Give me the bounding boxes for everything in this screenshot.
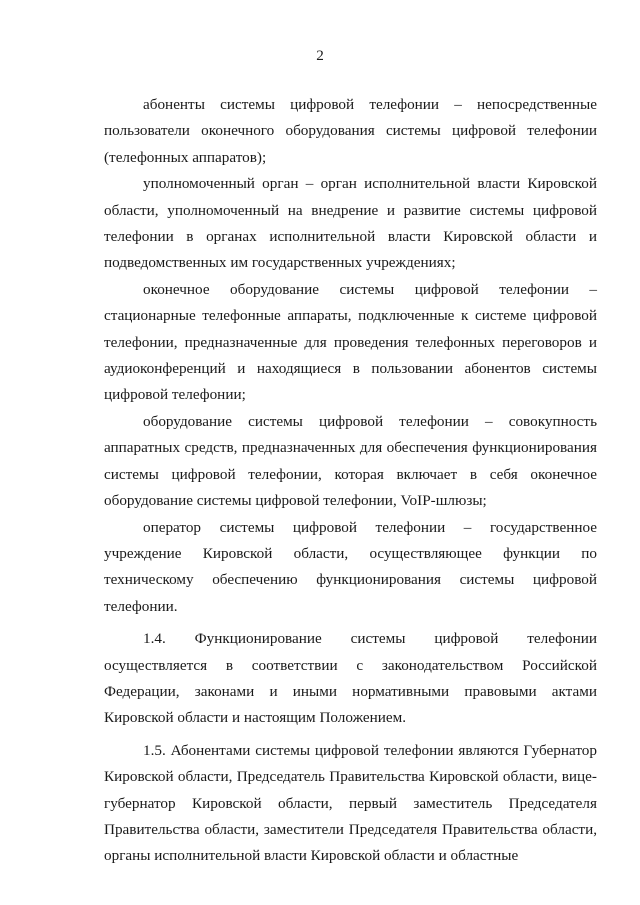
clause-1-4: 1.4. Функционирование системы цифровой телефонии осуществляется в соответствии с законодательством Российской Федерации, законами и иными нормативными правовыми актами Кировской области и настоящим Положением. [104,630,597,727]
document-body [104,92,597,870]
definition-system-equipment: оборудование системы цифровой телефонии – совокупность аппаратных средств, предназначенных для обеспечения функционирования системы цифровой телефонии, которая включает в себя оконечное оборудование системы цифровой телефонии, VoIP-шлюзы; [104,412,597,510]
definition-operator: оператор системы цифровой телефонии – государственное учреждение Кировской области, осуществляющее функции по техническому обеспечению функционирования системы цифровой телефонии. [104,518,597,615]
page-number: 2 [316,47,324,64]
clause-1-5: 1.5. Абонентами системы цифровой телефонии являются Губернатор Кировской области, Председатель Правительства Кировской области, вице-губернатор Кировской области, первый заместитель Председателя Правительства области, заместители Председателя Правительства области, органы исполнительной власти Кировской области и областные [104,741,597,865]
definition-authorized-body: уполномоченный орган – орган исполнительной власти Кировской области, уполномоченный на внедрение и развитие системы цифровой телефонии в органах исполнительной власти Кировской области и подведомственных им государственных учреждениях; [104,175,597,272]
definition-subscribers: абоненты системы цифровой телефонии – непосредственные пользователи оконечного оборудования системы цифровой телефонии (телефонных аппаратов); [104,96,597,166]
definition-terminal-equipment: оконечное оборудование системы цифровой телефонии – стационарные телефонные аппараты, подключенные к системе цифровой телефонии, предназначенные для проведения телефонных переговоров и аудиоконференций и находящиеся в пользовании абонентов системы цифровой телефонии; [104,280,597,404]
